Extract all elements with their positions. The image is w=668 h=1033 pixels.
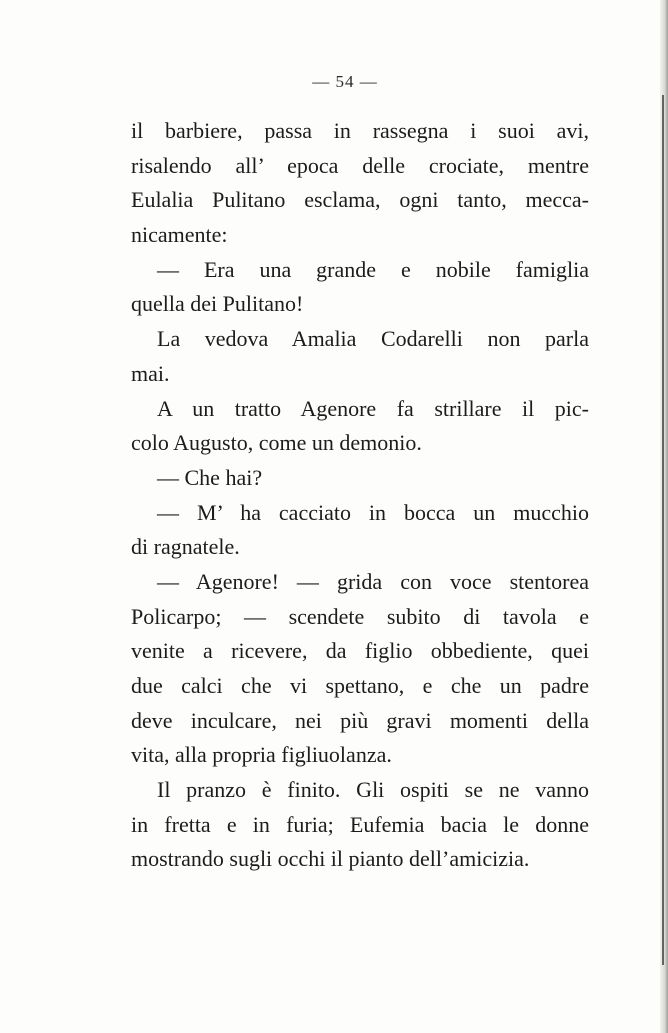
page-edge-line: [662, 95, 664, 965]
text-line: — Agenore! — grida con voce stentorea: [157, 568, 589, 594]
text-line: quella dei Pulitano!: [131, 291, 304, 317]
body-text: [131, 114, 589, 877]
text-line: — Che hai?: [157, 464, 263, 490]
page-number: — 54 —: [312, 72, 378, 91]
text-line: La vedova Amalia Codarelli non parla: [157, 326, 589, 352]
text-line: mostrando sugli occhi il pianto dell’amicizia.: [131, 846, 530, 872]
text-line: deve inculcare, nei più gravi momenti della: [131, 707, 589, 733]
text-line: — Era una grande e nobile famiglia: [157, 256, 589, 282]
text-line: il barbiere, passa in rassegna i suoi avi,: [131, 118, 589, 143]
text-line: Policarpo; — scendete subito di tavola e: [131, 603, 589, 629]
text-line: Il pranzo è finito. Gli ospiti se ne vanno: [157, 777, 589, 803]
text-line: in fretta e in furia; Eufemia bacia le donne: [131, 811, 589, 837]
text-line: venite a ricevere, da figlio obbediente, quei: [131, 638, 589, 664]
text-line: colo Augusto, come un demonio.: [131, 430, 422, 456]
text-line: due calci che vi spettano, e che un padre: [131, 673, 589, 698]
text-line: risalendo all’ epoca delle crociate, mentre: [131, 152, 589, 178]
text-line: mai.: [131, 360, 170, 386]
text-line: Eulalia Pulitano esclama, ogni tanto, mecca-: [131, 187, 589, 213]
text-line: — M’ ha cacciato in bocca un mucchio: [157, 499, 589, 525]
text-line: di ragnatele.: [131, 534, 240, 560]
text-line: nicamente:: [131, 222, 228, 248]
text-line: vita, alla propria figliuolanza.: [131, 742, 392, 768]
text-line: A un tratto Agenore fa strillare il pic-: [157, 395, 589, 421]
